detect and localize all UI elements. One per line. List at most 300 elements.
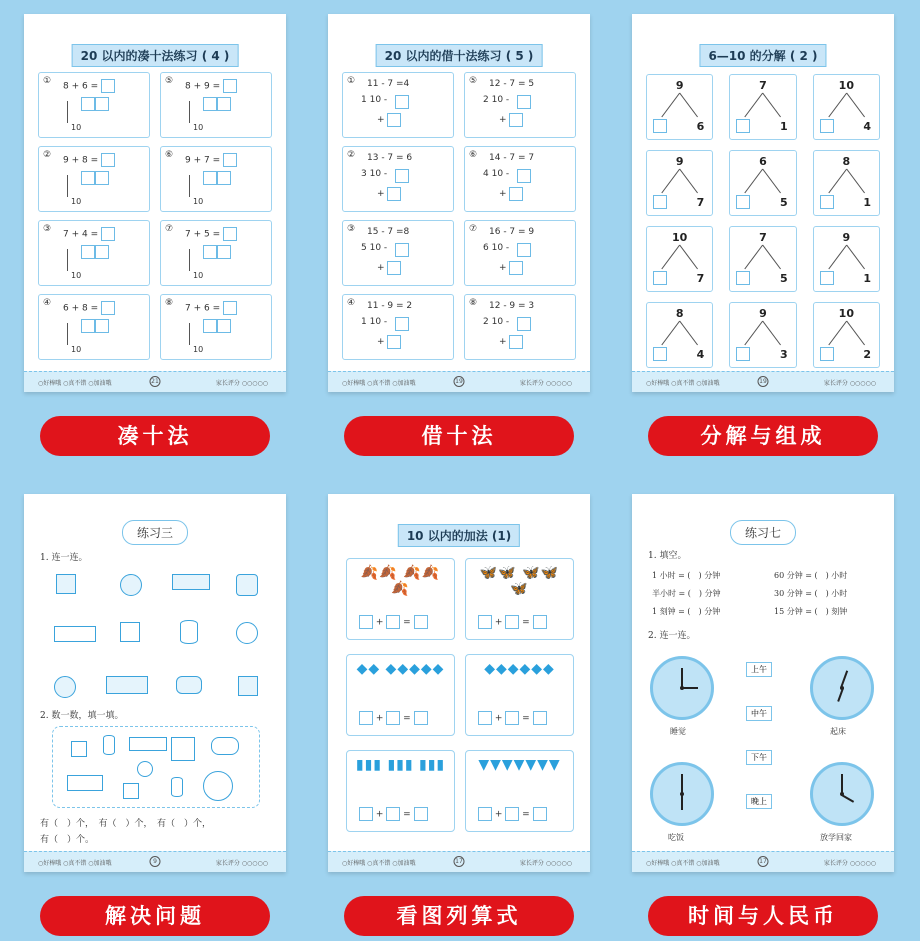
counting-box xyxy=(52,726,260,808)
item-number: ⑥ xyxy=(165,150,174,160)
split-boxes xyxy=(81,97,109,111)
answer-box[interactable] xyxy=(217,245,231,259)
item-number: ⑧ xyxy=(469,298,478,308)
exercise-cell xyxy=(342,146,454,212)
ten-label: 10 xyxy=(71,197,82,206)
cylinder-icon xyxy=(103,735,115,755)
plus-sign: + xyxy=(377,115,385,125)
answer-box[interactable] xyxy=(386,807,400,821)
parent-score-label: 家长评分 ○○○○○ xyxy=(519,380,572,387)
exercise-cell xyxy=(160,220,272,286)
picture-group: ▮▮▮ ▮▮▮ ▮▮▮ xyxy=(355,757,446,773)
page-footer xyxy=(632,851,894,872)
answer-box[interactable] xyxy=(509,335,523,349)
can-icon xyxy=(176,676,202,694)
plus-sign: + xyxy=(375,809,384,820)
equals-sign: = xyxy=(522,809,530,820)
box-icon xyxy=(172,574,210,590)
total-number: 9 xyxy=(759,307,767,320)
split-text: 5 10 - xyxy=(361,243,388,253)
answer-box[interactable] xyxy=(478,615,492,629)
addition-cell xyxy=(465,654,574,736)
part-number: 6 xyxy=(696,120,705,133)
equation: 12 - 9 = 3 xyxy=(489,301,535,311)
item-number: ⑤ xyxy=(165,76,174,86)
ten-label: 10 xyxy=(71,271,82,280)
answer-box[interactable] xyxy=(395,169,409,183)
question-2: 2. 连一连。 xyxy=(648,631,696,641)
split-boxes xyxy=(81,319,109,333)
cube-toy-icon xyxy=(56,574,76,594)
answer-box[interactable] xyxy=(736,271,750,285)
split-text: 1 10 - xyxy=(361,95,388,105)
part-number: 4 xyxy=(863,120,871,133)
exercise-cell xyxy=(160,146,272,212)
answer-box[interactable] xyxy=(81,97,95,111)
clock-icon xyxy=(810,656,874,720)
time-tag: 上午 xyxy=(746,662,772,677)
worksheet-problem-solving xyxy=(24,494,286,872)
cube-icon xyxy=(71,741,87,757)
equals-sign: = xyxy=(522,713,530,724)
item-number: ② xyxy=(347,150,356,160)
answer-box[interactable] xyxy=(414,807,428,821)
answer-box[interactable] xyxy=(517,317,531,331)
part-number: 1 xyxy=(863,196,871,209)
time-tag: 中午 xyxy=(746,706,772,721)
fill-row-b1: 60 分钟 = ( ) 小时 xyxy=(774,571,848,580)
answer-box[interactable] xyxy=(736,195,750,209)
equation-text: 7 + 4 = xyxy=(63,229,99,240)
make-ten-button[interactable]: 凑十法 xyxy=(40,416,270,456)
answer-box[interactable] xyxy=(203,245,217,259)
parent-score-label: 家长评分 ○○○○○ xyxy=(215,380,268,387)
item-number: ⑧ xyxy=(165,298,174,308)
split-text: 2 10 - xyxy=(483,317,510,327)
plus-sign: + xyxy=(494,617,503,628)
item-number: ④ xyxy=(347,298,356,308)
plus-sign: + xyxy=(494,713,503,724)
fill-line-1: 有（ ）个， 有（ ）个， 有（ ）个， xyxy=(40,819,212,829)
part-number: 4 xyxy=(696,348,705,361)
fill-row-b3: 15 分钟 = ( ) 刻钟 xyxy=(774,607,848,616)
answer-box[interactable] xyxy=(203,171,217,185)
ten-label: 10 xyxy=(193,271,204,280)
answer-box[interactable] xyxy=(387,113,401,127)
answer-box[interactable] xyxy=(509,113,523,127)
page-number: 17 xyxy=(455,858,463,865)
answer-box[interactable] xyxy=(95,171,109,185)
exercise-cell xyxy=(342,294,454,360)
part-number: 3 xyxy=(780,348,788,361)
picture-group: ◆◆◆◆◆◆ xyxy=(484,661,555,677)
page-footer xyxy=(24,851,286,872)
equation: 15 - 7 =8 xyxy=(367,227,410,237)
answer-box[interactable] xyxy=(653,119,667,133)
answer-box[interactable] xyxy=(517,95,531,109)
answer-box[interactable] xyxy=(478,807,492,821)
item-number: ③ xyxy=(347,224,356,234)
question-1: 1. 填空。 xyxy=(648,551,687,561)
total-number: 7 xyxy=(759,231,767,244)
split-text: 2 10 - xyxy=(483,95,510,105)
answer-box[interactable] xyxy=(820,195,834,209)
time-tag: 晚上 xyxy=(746,794,772,809)
page-number: 21 xyxy=(151,378,159,385)
equals-sign: = xyxy=(403,617,411,628)
equation xyxy=(185,301,237,315)
decompose-button[interactable]: 分解与组成 xyxy=(648,416,878,456)
ball-icon xyxy=(120,574,142,596)
answer-box[interactable] xyxy=(203,97,217,111)
total-number: 10 xyxy=(838,79,854,92)
total-number: 6 xyxy=(759,155,767,168)
total-number: 9 xyxy=(675,79,684,92)
answer-box[interactable] xyxy=(95,319,109,333)
ten-label: 10 xyxy=(71,345,82,354)
clock-label: 睡觉 xyxy=(670,727,686,736)
equation-text: 8 + 6 = xyxy=(63,81,99,92)
cylinder-icon xyxy=(180,620,198,644)
split-boxes xyxy=(203,319,231,333)
exercise-cell xyxy=(38,72,150,138)
equation: 14 - 7 = 7 xyxy=(489,153,535,163)
exercise-cell xyxy=(160,72,272,138)
answer-box[interactable] xyxy=(101,153,115,167)
rating-label: ○好棒哦 ○真不错 ○加油哦 xyxy=(342,860,416,867)
split-text: 3 10 - xyxy=(361,169,388,179)
equation-row xyxy=(478,807,547,821)
page-title: 10 以内的加法 (1) xyxy=(398,524,520,547)
page-footer xyxy=(632,371,894,392)
equation-row xyxy=(478,615,547,629)
answer-box[interactable] xyxy=(359,615,373,629)
clock-label: 起床 xyxy=(830,727,846,736)
answer-box[interactable] xyxy=(653,347,667,361)
parent-score-label: 家长评分 ○○○○○ xyxy=(519,860,572,867)
equation: 11 - 9 = 2 xyxy=(367,301,413,311)
equation-row xyxy=(359,807,428,821)
question-2: 2. 数一数，填一填。 xyxy=(40,711,124,721)
plus-sign: + xyxy=(377,337,385,347)
time-tag: 下午 xyxy=(746,750,772,765)
answer-box[interactable] xyxy=(95,245,109,259)
equation: 11 - 7 =4 xyxy=(367,79,410,89)
clock-icon xyxy=(810,762,874,826)
equation-text: 6 + 8 = xyxy=(63,303,99,314)
decomposition-cell xyxy=(646,226,713,292)
item-number: ⑦ xyxy=(469,224,478,234)
rating-label: ○好棒哦 ○真不错 ○加油哦 xyxy=(38,380,112,387)
answer-box[interactable] xyxy=(81,245,95,259)
answer-box[interactable] xyxy=(217,319,231,333)
decomposition-cell xyxy=(813,226,880,292)
answer-box[interactable] xyxy=(217,171,231,185)
question-1: 1. 连一连。 xyxy=(40,553,88,563)
picture-group: ▼▼▼▼▼▼▼ xyxy=(478,757,561,773)
total-number: 9 xyxy=(842,231,851,244)
answer-box[interactable] xyxy=(223,153,237,167)
answer-box[interactable] xyxy=(81,319,95,333)
decomposition-cell xyxy=(813,302,880,368)
answer-box[interactable] xyxy=(736,347,750,361)
decomposition-cell xyxy=(646,150,713,216)
rating-label: ○好棒哦 ○真不错 ○加油哦 xyxy=(646,860,720,867)
equals-sign: = xyxy=(522,617,530,628)
equation-text: 9 + 8 = xyxy=(63,155,99,166)
problem-solving-button[interactable]: 解决问题 xyxy=(40,896,270,936)
answer-box[interactable] xyxy=(509,261,523,275)
split-boxes xyxy=(203,97,231,111)
exercise-cell xyxy=(160,294,272,360)
addition-cell xyxy=(346,654,455,736)
plus-sign: + xyxy=(377,263,385,273)
cube-icon xyxy=(120,622,140,642)
page-footer xyxy=(328,851,590,872)
decomposition-grid xyxy=(646,74,880,368)
answer-box[interactable] xyxy=(736,119,750,133)
answer-box[interactable] xyxy=(386,711,400,725)
page-number: 19 xyxy=(455,378,463,385)
total-number: 10 xyxy=(838,307,854,320)
split-boxes xyxy=(81,171,109,185)
exercise-cell xyxy=(38,146,150,212)
item-number: ② xyxy=(43,150,52,160)
equation xyxy=(185,153,237,167)
picture-group: ◆◆ ◆◆◆◆◆ xyxy=(356,661,445,677)
answer-box[interactable] xyxy=(505,615,519,629)
answer-box[interactable] xyxy=(533,615,547,629)
page-number: 9 xyxy=(150,856,161,867)
equation: 16 - 7 = 9 xyxy=(489,227,535,237)
answer-box[interactable] xyxy=(359,711,373,725)
addition-cell xyxy=(465,750,574,832)
worksheet-decomposition xyxy=(632,14,894,392)
split-boxes xyxy=(203,245,231,259)
answer-box[interactable] xyxy=(217,97,231,111)
ten-label: 10 xyxy=(193,123,204,132)
page-number: 19 xyxy=(759,378,767,385)
answer-box[interactable] xyxy=(517,243,531,257)
clock-icon xyxy=(650,762,714,826)
answer-box[interactable] xyxy=(509,187,523,201)
answer-box[interactable] xyxy=(478,711,492,725)
part-number: 1 xyxy=(780,120,788,133)
page-footer xyxy=(328,371,590,392)
cube-icon xyxy=(171,737,195,761)
page-title: 20 以内的借十法练习 ( 5 ) xyxy=(376,44,543,67)
answer-box[interactable] xyxy=(533,807,547,821)
item-number: ⑦ xyxy=(165,224,174,234)
answer-box[interactable] xyxy=(395,317,409,331)
answer-box[interactable] xyxy=(223,301,237,315)
answer-box[interactable] xyxy=(820,347,834,361)
exercise-cell xyxy=(342,72,454,138)
plus-sign: + xyxy=(499,337,507,347)
answer-box[interactable] xyxy=(101,79,115,93)
equation xyxy=(185,227,237,241)
split-text: 4 10 - xyxy=(483,169,510,179)
answer-box[interactable] xyxy=(533,711,547,725)
addition-cell xyxy=(346,750,455,832)
equation: 12 - 7 = 5 xyxy=(489,79,535,89)
exercise-cell xyxy=(38,294,150,360)
rating-label: ○好棒哦 ○真不错 ○加油哦 xyxy=(38,860,112,867)
equation-text: 7 + 5 = xyxy=(185,229,221,240)
exercise-grid xyxy=(342,72,576,360)
worksheet-picture-equations xyxy=(328,494,590,872)
answer-box[interactable] xyxy=(820,271,834,285)
rating-label: ○好棒哦 ○真不错 ○加油哦 xyxy=(646,380,720,387)
equals-sign: = xyxy=(403,809,411,820)
clock-label: 放学回家 xyxy=(820,833,852,842)
answer-box[interactable] xyxy=(505,807,519,821)
split-text: 1 10 - xyxy=(361,317,388,327)
clock-label: 吃饭 xyxy=(668,833,684,842)
part-number: 5 xyxy=(780,196,788,209)
plus-sign: + xyxy=(377,189,385,199)
equation xyxy=(63,79,115,93)
part-number: 5 xyxy=(780,272,788,285)
item-number: ① xyxy=(347,76,356,86)
page-title: 20 以内的凑十法练习 ( 4 ) xyxy=(72,44,239,67)
answer-box[interactable] xyxy=(414,711,428,725)
cuboid-icon xyxy=(54,626,96,642)
answer-box[interactable] xyxy=(223,227,237,241)
answer-box[interactable] xyxy=(386,615,400,629)
item-number: ① xyxy=(43,76,52,86)
answer-box[interactable] xyxy=(505,711,519,725)
exercise-cell xyxy=(464,294,576,360)
fill-row-a1: 1 小时 = ( ) 分钟 xyxy=(652,571,721,580)
parent-score-label: 家长评分 ○○○○○ xyxy=(215,860,268,867)
decomposition-cell xyxy=(813,74,880,140)
item-number: ③ xyxy=(43,224,52,234)
fill-row-b2: 30 分钟 = ( ) 小时 xyxy=(774,589,848,598)
equation xyxy=(63,227,115,241)
page-title: 6—10 的分解 ( 2 ) xyxy=(699,44,826,67)
exercise-cell xyxy=(464,146,576,212)
part-number: 7 xyxy=(696,196,705,209)
answer-box[interactable] xyxy=(395,243,409,257)
decomposition-cell xyxy=(813,150,880,216)
total-number: 9 xyxy=(675,155,684,168)
picture-group: 🦋🦋 🦋🦋🦋 xyxy=(479,565,560,597)
exercise-grid xyxy=(38,72,272,360)
answer-box[interactable] xyxy=(387,335,401,349)
plus-sign: + xyxy=(499,115,507,125)
cube-icon xyxy=(123,783,139,799)
answer-box[interactable] xyxy=(653,271,667,285)
total-number: 8 xyxy=(675,307,684,320)
equals-sign: = xyxy=(403,713,411,724)
answer-box[interactable] xyxy=(653,195,667,209)
total-number: 8 xyxy=(842,155,851,168)
answer-box[interactable] xyxy=(95,97,109,111)
answer-box[interactable] xyxy=(101,227,115,241)
clock-icon xyxy=(650,656,714,720)
answer-box[interactable] xyxy=(414,615,428,629)
decomposition-cell xyxy=(729,226,796,292)
equation-text: 8 + 9 = xyxy=(185,81,221,92)
total-number: 10 xyxy=(672,231,688,244)
picture-group: 🍂🍂 🍂🍂🍂 xyxy=(360,565,441,597)
sphere-icon xyxy=(236,622,258,644)
cuboid-icon xyxy=(67,775,103,791)
exercise-cell xyxy=(464,220,576,286)
plus-sign: + xyxy=(375,713,384,724)
fill-row-a2: 半小时 = ( ) 分钟 xyxy=(652,589,721,598)
exercise-cell xyxy=(464,72,576,138)
ten-label: 10 xyxy=(193,197,204,206)
answer-box[interactable] xyxy=(387,187,401,201)
beach-ball-icon xyxy=(54,676,76,698)
answer-box[interactable] xyxy=(820,119,834,133)
parent-score-label: 家长评分 ○○○○○ xyxy=(823,860,876,867)
decomposition-cell xyxy=(729,74,796,140)
answer-box[interactable] xyxy=(203,319,217,333)
plus-sign: + xyxy=(499,263,507,273)
equation xyxy=(63,153,115,167)
page-title: 练习三 xyxy=(122,520,188,545)
page-title: 练习七 xyxy=(730,520,796,545)
parent-score-label: 家长评分 ○○○○○ xyxy=(823,380,876,387)
answer-box[interactable] xyxy=(101,301,115,315)
item-number: ④ xyxy=(43,298,52,308)
answer-box[interactable] xyxy=(81,171,95,185)
answer-box[interactable] xyxy=(387,261,401,275)
decomposition-cell xyxy=(646,74,713,140)
picture-equation-button[interactable]: 看图列算式 xyxy=(344,896,574,936)
equation: 13 - 7 = 6 xyxy=(367,153,413,163)
equation xyxy=(63,301,115,315)
cylinder-icon xyxy=(171,777,183,797)
answer-box[interactable] xyxy=(223,79,237,93)
eraser-icon xyxy=(106,676,148,694)
page-footer xyxy=(24,371,286,392)
borrow-ten-button[interactable]: 借十法 xyxy=(344,416,574,456)
worksheet-borrow-ten xyxy=(328,14,590,392)
sphere-icon xyxy=(137,761,153,777)
exercise-cell xyxy=(38,220,150,286)
equation-row xyxy=(478,711,547,725)
exercise-cell xyxy=(342,220,454,286)
equation-row xyxy=(359,711,428,725)
drum-icon xyxy=(236,574,258,596)
fill-row-a3: 1 刻钟 = ( ) 分钟 xyxy=(652,607,721,616)
total-number: 7 xyxy=(759,79,767,92)
part-number: 2 xyxy=(863,348,871,361)
time-money-button[interactable]: 时间与人民币 xyxy=(648,896,878,936)
worksheet-time xyxy=(632,494,894,872)
page-number: 17 xyxy=(759,858,767,865)
worksheet-make-ten xyxy=(24,14,286,392)
equation-row xyxy=(359,615,428,629)
fill-line-2: 有（ ）个。 xyxy=(40,835,95,845)
plus-sign: + xyxy=(375,617,384,628)
cuboid-icon xyxy=(129,737,167,751)
part-number: 7 xyxy=(696,272,705,285)
cylinder-icon xyxy=(211,737,239,755)
item-number: ⑥ xyxy=(469,150,478,160)
answer-box[interactable] xyxy=(359,807,373,821)
rating-label: ○好棒哦 ○真不错 ○加油哦 xyxy=(342,380,416,387)
split-boxes xyxy=(203,171,231,185)
answer-box[interactable] xyxy=(395,95,409,109)
addition-cell xyxy=(465,558,574,640)
part-number: 1 xyxy=(863,272,871,285)
answer-box[interactable] xyxy=(517,169,531,183)
